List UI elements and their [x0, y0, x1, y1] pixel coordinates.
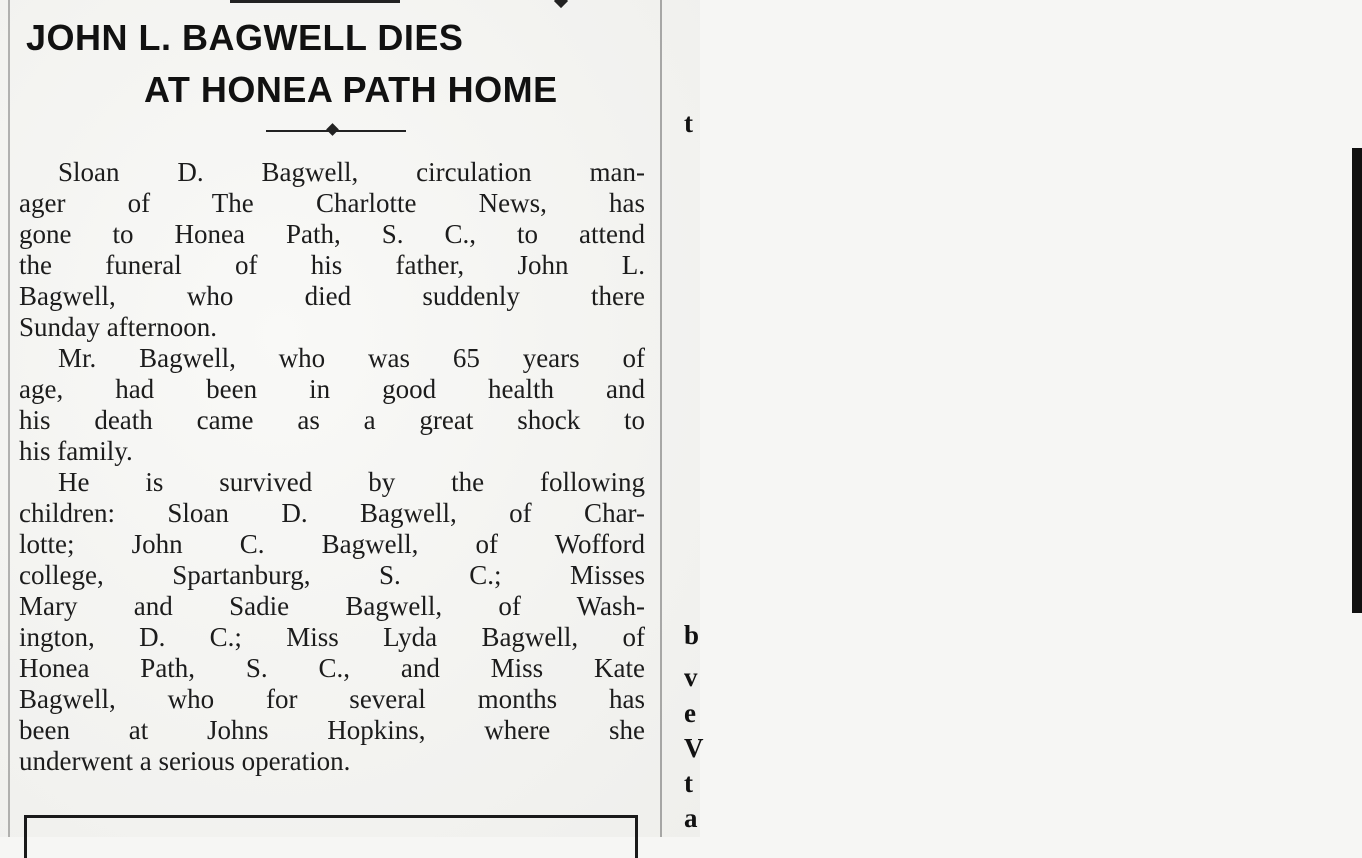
body-line: Mary and Sadie Bagwell, of Wash- — [19, 591, 645, 621]
body-line: age, had been in good health and — [19, 374, 645, 404]
body-line: Bagwell, who died suddenly there — [19, 281, 645, 311]
body-line: gone to Honea Path, S. C., to attend — [19, 219, 645, 249]
headline-divider-dot — [326, 123, 339, 136]
headline-line-1: JOHN L. BAGWELL DIES — [26, 17, 464, 58]
top-ornament-rule — [230, 0, 400, 3]
body-line: Honea Path, S. C., and Miss Kate — [19, 653, 645, 683]
adjacent-column-char: b — [684, 620, 700, 650]
body-line: his death came as a great shock to — [19, 405, 645, 435]
next-article-box-border — [24, 815, 638, 858]
body-line: Sunday afternoon. — [19, 312, 217, 342]
adjacent-column-char: v — [684, 662, 698, 692]
body-line: the funeral of his father, John L. — [19, 250, 645, 280]
adjacent-column-char: t — [684, 108, 693, 138]
top-ornament-dot — [554, 0, 568, 8]
body-line: ington, D. C.; Miss Lyda Bagwell, of — [19, 622, 645, 652]
body-line: been at Johns Hopkins, where she — [19, 715, 645, 745]
body-line: lotte; John C. Bagwell, of Wofford — [19, 529, 645, 559]
body-line: ager of The Charlotte News, has — [19, 188, 645, 218]
adjacent-column-char: t — [684, 768, 693, 798]
body-line: Bagwell, who for several months has — [19, 684, 645, 714]
body-line: He is survived by the following — [58, 467, 645, 497]
headline-line-2: AT HONEA PATH HOME — [144, 69, 558, 110]
body-line: college, Spartanburg, S. C.; Misses — [19, 560, 645, 590]
body-line: his family. — [19, 436, 133, 466]
body-line: Sloan D. Bagwell, circulation man- — [58, 157, 645, 187]
left-column-rule — [8, 0, 10, 837]
adjacent-column-char: e — [684, 698, 696, 728]
body-line: Mr. Bagwell, who was 65 years of — [58, 343, 645, 373]
adjacent-column-char: a — [684, 803, 698, 833]
body-line: underwent a serious operation. — [19, 746, 351, 776]
adjacent-column-char: V — [684, 733, 704, 763]
adjacent-column-black-bar — [1352, 148, 1362, 613]
body-line: children: Sloan D. Bagwell, of Char- — [19, 498, 645, 528]
